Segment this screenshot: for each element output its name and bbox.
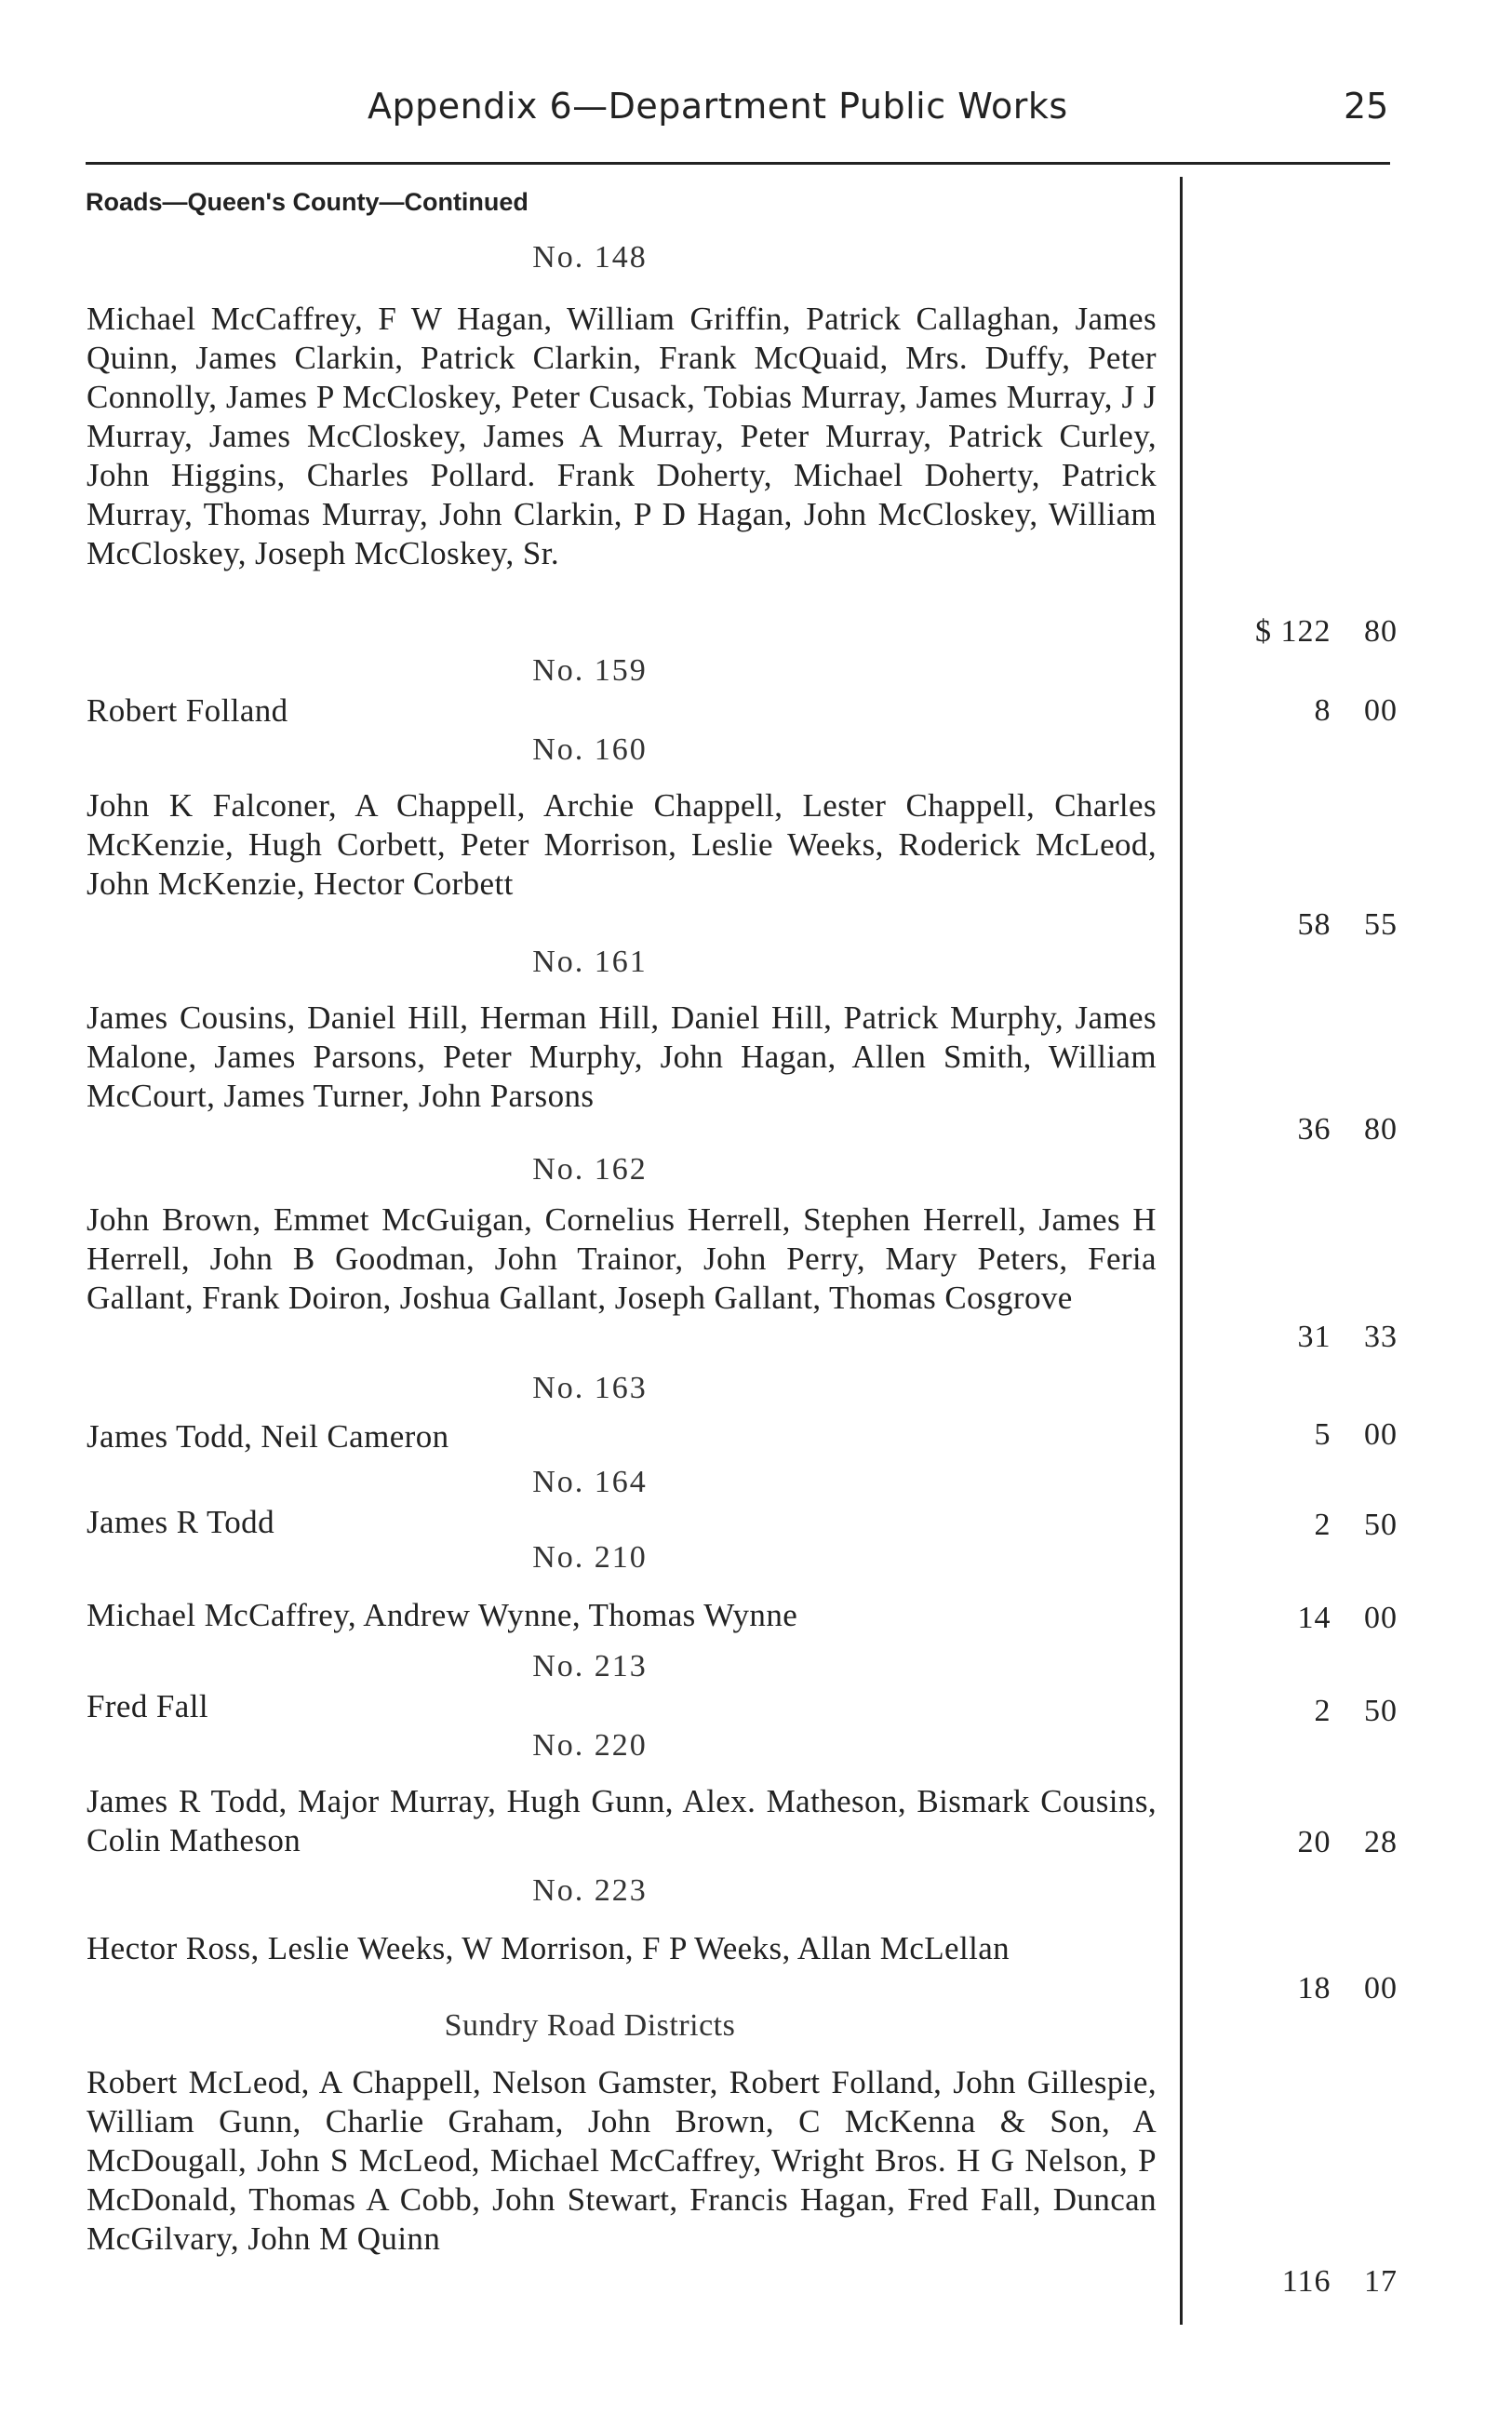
district-names: Robert Folland bbox=[87, 692, 288, 729]
amount-cents: 28 bbox=[1364, 1825, 1398, 1859]
amount-dollars: 58 bbox=[1297, 907, 1331, 942]
amount-cents: 80 bbox=[1364, 614, 1398, 649]
amount-cents: 50 bbox=[1364, 1694, 1398, 1728]
district-names: Hector Ross, Leslie Weeks, W Morrison, F P Weeks, Allan McLellan bbox=[87, 1930, 1010, 1966]
district-names: John K Falconer, A Chappell, Archie Chappell, Lester Chappell, Charles McKenzie, Hugh Corbett, Peter Morrison, Leslie Weeks, Roderick McLeod, John McKenzie, Hector Corbett bbox=[87, 787, 1157, 902]
district-names: James R Todd bbox=[87, 1504, 274, 1540]
district-amount bbox=[1202, 1971, 1398, 2006]
district-label: No. 163 bbox=[532, 1371, 648, 1405]
district-names: Robert McLeod, A Chappell, Nelson Gamster, Robert Folland, John Gillespie, William Gunn, Charlie Graham, John Brown, C McKenna & Son, A McDougall, John S McLeod, Michael McCaffrey, Wright Bros. H G Nelson, P McDonald, Thomas A Cobb, John Stewart, Francis Hagan, Fred Fall, Duncan McGilvary, John M Quinn bbox=[87, 2064, 1157, 2257]
district-amount bbox=[1202, 614, 1398, 650]
amount-cents: 80 bbox=[1364, 1112, 1398, 1147]
district-amount bbox=[1202, 1694, 1398, 1729]
district-names: James R Todd, Major Murray, Hugh Gunn, Alex. Matheson, Bismark Cousins, Colin Matheson bbox=[87, 1783, 1157, 1858]
district-amount bbox=[1202, 1112, 1398, 1147]
amount-cents: 00 bbox=[1364, 693, 1398, 728]
header-rule bbox=[86, 162, 1390, 165]
amount-dollars: 20 bbox=[1297, 1825, 1331, 1859]
district-names: Michael McCaffrey, F W Hagan, William Griffin, Patrick Callaghan, James Quinn, James Clarkin, Patrick Clarkin, Frank McQuaid, Mrs. Duffy, Peter Connolly, James P McCloskey, Peter Cusack, Tobias Murray, James Murray, J J Murray, James McCloskey, James A Murray, Peter Murray, Patrick Curley, John Higgins, Charles Pollard. Frank Doherty, Michael Doherty, Patrick Murray, Thomas Murray, John Clarkin, P D Hagan, John McCloskey, William McCloskey, Joseph McCloskey, Sr. bbox=[87, 301, 1157, 571]
district-names: John Brown, Emmet McGuigan, Cornelius Herrell, Stephen Herrell, James H Herrell, John B Goodman, John Trainor, John Perry, Mary Peters, Feria Gallant, Frank Doiron, Joshua Gallant, Joseph Gallant, Thomas Cosgrove bbox=[87, 1201, 1157, 1316]
amount-dollars: 5 bbox=[1314, 1417, 1331, 1452]
amount-cents: 55 bbox=[1364, 907, 1398, 942]
section-heading: Roads—Queen's County—Continued bbox=[86, 188, 529, 216]
amount-dollars: 18 bbox=[1297, 1971, 1331, 2005]
district-label: No. 161 bbox=[532, 945, 648, 979]
district-label: No. 223 bbox=[532, 1873, 648, 1908]
amount-dollars: 2 bbox=[1314, 1508, 1331, 1542]
column-rule bbox=[1180, 177, 1183, 2325]
district-amount bbox=[1202, 1825, 1398, 1860]
district-amount bbox=[1202, 907, 1398, 943]
district-names: Michael McCaffrey, Andrew Wynne, Thomas Wynne bbox=[87, 1597, 798, 1633]
district-label: Sundry Road Districts bbox=[444, 2008, 736, 2043]
page-number: 25 bbox=[1344, 86, 1389, 127]
amount-dollars: 2 bbox=[1314, 1694, 1331, 1728]
district-names: James Cousins, Daniel Hill, Herman Hill, Daniel Hill, Patrick Murphy, James Malone, James Parsons, Peter Murphy, John Hagan, Allen Smith, William McCourt, James Turner, John Parsons bbox=[87, 999, 1157, 1114]
district-amount bbox=[1202, 2264, 1398, 2300]
district-label: No. 164 bbox=[532, 1465, 648, 1499]
district-label: No. 160 bbox=[532, 732, 648, 767]
amount-dollars: 8 bbox=[1314, 693, 1331, 728]
district-amount bbox=[1202, 1320, 1398, 1355]
amount-cents: 00 bbox=[1364, 1971, 1398, 2005]
amount-dollars: 36 bbox=[1297, 1112, 1331, 1147]
district-amount bbox=[1202, 693, 1398, 729]
amount-cents: 33 bbox=[1364, 1320, 1398, 1354]
amount-cents: 17 bbox=[1364, 2264, 1398, 2299]
page-header-title: Appendix 6—Department Public Works bbox=[368, 86, 1068, 127]
amount-dollars: 116 bbox=[1281, 2264, 1331, 2299]
district-label: No. 159 bbox=[532, 653, 648, 688]
amount-cents: 00 bbox=[1364, 1601, 1398, 1635]
amount-cents: 50 bbox=[1364, 1508, 1398, 1542]
district-label: No. 148 bbox=[532, 240, 648, 275]
district-amount bbox=[1202, 1508, 1398, 1543]
amount-dollars: 14 bbox=[1297, 1601, 1331, 1635]
district-amount bbox=[1202, 1417, 1398, 1453]
district-names: Fred Fall bbox=[87, 1688, 208, 1724]
district-amount bbox=[1202, 1601, 1398, 1636]
amount-cents: 00 bbox=[1364, 1417, 1398, 1452]
district-label: No. 210 bbox=[532, 1540, 648, 1575]
district-names: James Todd, Neil Cameron bbox=[87, 1418, 449, 1455]
amount-dollars: $ 122 bbox=[1255, 614, 1331, 649]
amount-dollars: 31 bbox=[1297, 1320, 1331, 1354]
district-label: No. 220 bbox=[532, 1728, 648, 1763]
district-label: No. 213 bbox=[532, 1649, 648, 1684]
district-label: No. 162 bbox=[532, 1152, 648, 1187]
